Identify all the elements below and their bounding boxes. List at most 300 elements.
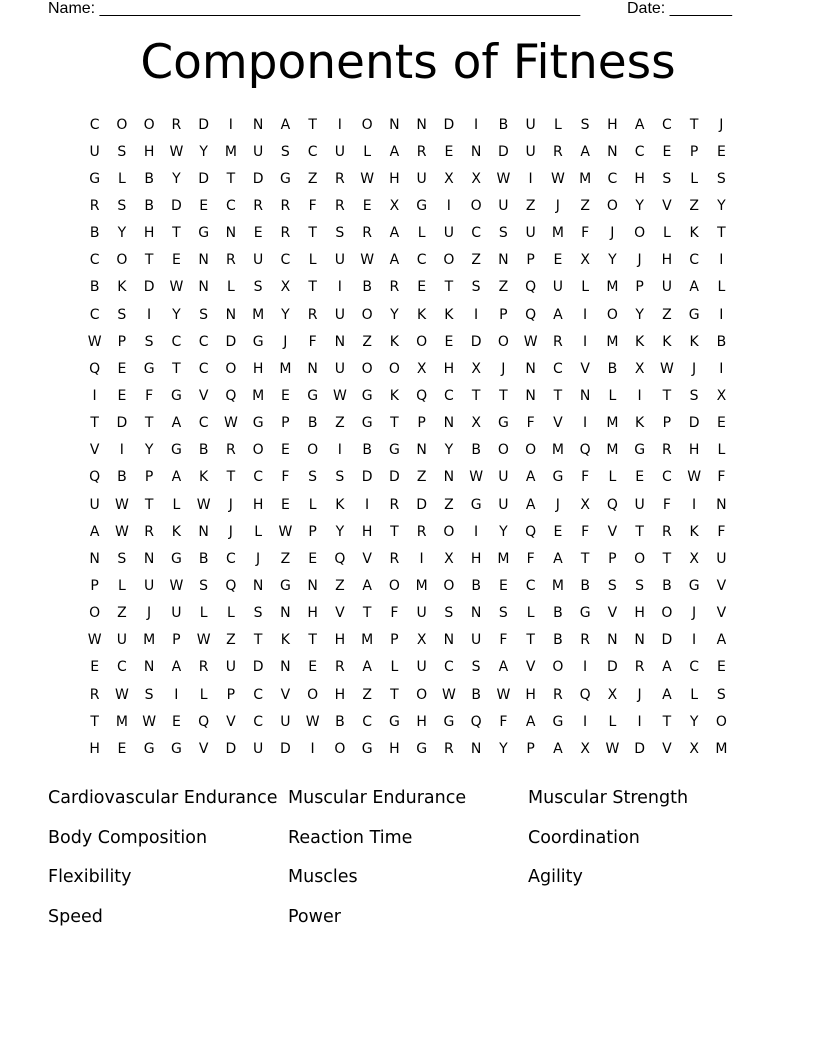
- grid-letter: R: [389, 279, 400, 296]
- grid-letter: U: [116, 632, 127, 649]
- grid-letter: T: [390, 686, 399, 703]
- grid-letter: U: [253, 143, 264, 160]
- grid-letter: E: [280, 496, 290, 513]
- grid-letter: Y: [281, 306, 290, 323]
- grid-letter: M: [551, 442, 564, 459]
- grid-letter: Z: [662, 306, 672, 323]
- grid-letter: H: [334, 632, 346, 649]
- grid-letter: W: [278, 523, 293, 540]
- grid-letter: D: [143, 279, 155, 296]
- grid-letter: N: [443, 415, 455, 432]
- grid-letter: U: [416, 170, 427, 187]
- grid-letter: K: [280, 632, 290, 649]
- grid-letter: U: [661, 279, 672, 296]
- grid-letter: R: [553, 143, 563, 160]
- grid-letter: C: [225, 197, 236, 214]
- grid-letter: Y: [608, 252, 617, 269]
- grid-letter: S: [144, 686, 154, 703]
- grid-letter: G: [279, 577, 291, 594]
- grid-letter: P: [144, 469, 154, 486]
- grid-letter: T: [308, 116, 317, 133]
- grid-letter: K: [199, 469, 209, 486]
- grid-letter: J: [610, 225, 615, 242]
- grid-letter: Q: [89, 469, 101, 486]
- grid-letter: N: [252, 577, 264, 594]
- grid-letter: B: [89, 279, 100, 296]
- grid-letter: L: [690, 686, 699, 703]
- grid-letter: R: [335, 659, 345, 676]
- grid-letter: R: [226, 442, 236, 459]
- grid-letter: G: [198, 225, 210, 242]
- grid-letter: O: [497, 333, 509, 350]
- grid-letter: K: [689, 225, 699, 242]
- grid-letter: H: [389, 740, 400, 757]
- grid-letter: F: [308, 197, 317, 214]
- grid-row: [81, 545, 735, 572]
- grid-letter: T: [144, 496, 154, 513]
- page-title: Components of Fitness: [140, 35, 676, 90]
- grid-letter: M: [551, 225, 564, 242]
- grid-letter: E: [308, 659, 318, 676]
- grid-row: [81, 111, 735, 138]
- grid-letter: C: [198, 415, 209, 432]
- grid-letter: W: [687, 469, 702, 486]
- grid-letter: D: [252, 659, 264, 676]
- grid-letter: C: [661, 116, 672, 133]
- grid-letter: U: [416, 659, 427, 676]
- grid-letter: K: [444, 306, 454, 323]
- grid-letter: W: [114, 686, 129, 703]
- grid-letter: N: [307, 577, 318, 594]
- grid-letter: M: [143, 632, 156, 649]
- grid-row: [81, 572, 735, 599]
- grid-letter: M: [361, 632, 374, 649]
- grid-letter: A: [389, 143, 400, 160]
- grid-letter: V: [198, 740, 209, 757]
- grid-letter: O: [606, 197, 618, 214]
- grid-letter: J: [256, 550, 261, 567]
- grid-letter: O: [634, 225, 646, 242]
- grid-letter: N: [525, 387, 536, 404]
- grid-letter: E: [308, 550, 318, 567]
- grid-letter: V: [716, 605, 727, 622]
- grid-letter: P: [499, 306, 508, 323]
- grid-letter: W: [496, 170, 511, 187]
- grid-letter: C: [116, 659, 127, 676]
- grid-letter: S: [716, 686, 726, 703]
- grid-letter: G: [170, 740, 182, 757]
- grid-letter: H: [470, 550, 482, 567]
- grid-letter: V: [716, 577, 727, 594]
- grid-letter: Z: [226, 632, 236, 649]
- grid-letter: H: [607, 116, 618, 133]
- grid-letter: C: [225, 550, 236, 567]
- grid-letter: A: [553, 306, 563, 323]
- grid-letter: C: [416, 252, 427, 269]
- grid-letter: T: [172, 225, 181, 242]
- grid-letter: R: [89, 686, 100, 703]
- grid-letter: Z: [335, 577, 345, 594]
- grid-letter: U: [334, 306, 345, 323]
- grid-row: [81, 220, 735, 247]
- grid-letter: I: [474, 306, 479, 323]
- grid-letter: S: [580, 116, 590, 133]
- grid-letter: Z: [307, 170, 318, 187]
- grid-letter: D: [497, 143, 509, 160]
- grid-letter: E: [199, 197, 209, 214]
- grid-letter: O: [525, 442, 537, 459]
- grid-letter: B: [580, 577, 590, 594]
- grid-letter: E: [662, 143, 672, 160]
- grid-letter: C: [471, 225, 482, 242]
- grid-letter: L: [526, 605, 535, 622]
- grid-letter: T: [253, 632, 263, 649]
- grid-letter: G: [579, 605, 591, 622]
- grid-letter: V: [607, 605, 618, 622]
- grid-letter: S: [199, 306, 209, 323]
- grid-letter: M: [606, 415, 619, 432]
- grid-letter: J: [637, 252, 642, 269]
- grid-letter: T: [308, 632, 317, 649]
- grid-letter: I: [310, 740, 315, 757]
- grid-letter: U: [253, 740, 264, 757]
- grid-letter: S: [308, 469, 318, 486]
- grid-letter: W: [169, 279, 184, 296]
- grid-letter: A: [171, 469, 182, 486]
- grid-letter: U: [171, 605, 182, 622]
- grid-letter: U: [416, 605, 427, 622]
- grid-letter: N: [389, 116, 400, 133]
- grid-letter: U: [253, 252, 264, 269]
- grid-letter: T: [444, 279, 454, 296]
- grid-letter: O: [252, 442, 264, 459]
- grid-letter: W: [469, 469, 484, 486]
- grid-letter: H: [89, 740, 100, 757]
- grid-letter: O: [361, 306, 373, 323]
- grid-letter: Z: [362, 686, 372, 703]
- grid-letter: T: [172, 360, 181, 377]
- grid-letter: I: [147, 306, 152, 323]
- grid-letter: K: [635, 333, 645, 350]
- grid-letter: F: [281, 469, 290, 486]
- grid-letter: G: [361, 740, 373, 757]
- grid-letter: U: [89, 496, 100, 513]
- grid-letter: R: [444, 740, 454, 757]
- grid-letter: X: [607, 686, 618, 703]
- grid-letter: T: [717, 225, 726, 242]
- grid-row: [81, 708, 735, 735]
- grid-letter: I: [337, 116, 342, 133]
- grid-letter: S: [689, 387, 699, 404]
- grid-letter: P: [608, 550, 617, 567]
- grid-row: [81, 491, 735, 518]
- grid-letter: L: [226, 605, 235, 622]
- grid-letter: G: [497, 415, 509, 432]
- word-list-row: [48, 897, 768, 937]
- grid-letter: B: [335, 713, 345, 730]
- grid-letter: R: [171, 116, 182, 133]
- grid-letter: H: [416, 713, 427, 730]
- grid-letter: T: [226, 469, 236, 486]
- grid-letter: N: [280, 605, 291, 622]
- grid-letter: E: [362, 197, 372, 214]
- grid-letter: R: [280, 197, 291, 214]
- word-list-item: Coordination: [528, 827, 640, 848]
- grid-letter: M: [279, 360, 292, 377]
- grid-letter: W: [169, 577, 184, 594]
- grid-row: [81, 301, 735, 328]
- grid-letter: C: [552, 360, 563, 377]
- grid-letter: C: [443, 387, 454, 404]
- grid-letter: C: [198, 360, 209, 377]
- grid-letter: Y: [717, 197, 726, 214]
- grid-letter: B: [716, 333, 727, 350]
- grid-letter: M: [224, 143, 237, 160]
- grid-letter: E: [635, 469, 645, 486]
- grid-letter: E: [171, 713, 181, 730]
- grid-letter: S: [117, 550, 127, 567]
- grid-letter: W: [87, 632, 102, 649]
- grid-letter: Y: [144, 442, 154, 459]
- grid-letter: C: [362, 713, 373, 730]
- grid-letter: G: [688, 577, 700, 594]
- grid-letter: I: [337, 279, 342, 296]
- grid-letter: O: [225, 360, 237, 377]
- grid-letter: H: [634, 170, 645, 187]
- grid-letter: D: [116, 415, 128, 432]
- grid-letter: G: [89, 170, 101, 187]
- grid-letter: W: [360, 252, 375, 269]
- grid-letter: Z: [525, 197, 536, 214]
- grid-letter: W: [332, 387, 347, 404]
- grid-letter: A: [389, 225, 400, 242]
- grid-letter: I: [365, 496, 370, 513]
- grid-letter: F: [526, 415, 535, 432]
- grid-letter: O: [443, 523, 455, 540]
- grid-letter: E: [117, 387, 127, 404]
- grid-row: [81, 328, 735, 355]
- grid-letter: A: [662, 686, 672, 703]
- grid-letter: D: [388, 469, 400, 486]
- grid-letter: Z: [335, 415, 345, 432]
- grid-letter: I: [528, 170, 533, 187]
- grid-letter: T: [390, 523, 399, 540]
- grid-letter: J: [283, 333, 288, 350]
- grid-letter: R: [416, 143, 427, 160]
- grid-letter: I: [637, 713, 642, 730]
- grid-letter: K: [689, 333, 699, 350]
- grid-letter: V: [662, 740, 672, 757]
- word-list-item: Reaction Time: [288, 827, 413, 848]
- grid-letter: T: [553, 387, 563, 404]
- grid-letter: W: [441, 686, 456, 703]
- grid-letter: J: [637, 686, 642, 703]
- grid-letter: Q: [525, 523, 537, 540]
- grid-letter: S: [117, 197, 127, 214]
- grid-row: [81, 464, 735, 491]
- grid-letter: I: [419, 550, 424, 567]
- grid-letter: K: [417, 306, 427, 323]
- grid-letter: C: [280, 252, 291, 269]
- grid-letter: R: [280, 225, 291, 242]
- grid-letter: W: [305, 713, 320, 730]
- grid-letter: M: [606, 442, 619, 459]
- grid-letter: A: [580, 143, 590, 160]
- grid-letter: N: [470, 605, 482, 622]
- grid-letter: C: [307, 143, 318, 160]
- grid-letter: F: [717, 523, 726, 540]
- grid-letter: I: [92, 387, 97, 404]
- grid-letter: A: [689, 279, 699, 296]
- grid-letter: I: [692, 496, 697, 513]
- word-search-grid: [81, 111, 735, 762]
- grid-letter: B: [553, 632, 563, 649]
- grid-letter: M: [497, 550, 510, 567]
- grid-letter: N: [579, 387, 591, 404]
- word-list-item: Body Composition: [48, 827, 208, 848]
- grid-letter: W: [114, 496, 129, 513]
- grid-row: [81, 247, 735, 274]
- grid-letter: I: [719, 252, 724, 269]
- grid-letter: B: [471, 686, 481, 703]
- name-field: Name: ______________________________________________________: [48, 0, 581, 17]
- grid-letter: Q: [579, 442, 591, 459]
- grid-letter: O: [143, 116, 155, 133]
- grid-letter: R: [553, 686, 563, 703]
- grid-letter: U: [552, 279, 563, 296]
- grid-letter: S: [662, 170, 672, 187]
- grid-letter: K: [635, 415, 645, 432]
- grid-letter: E: [716, 415, 726, 432]
- grid-letter: G: [252, 415, 264, 432]
- grid-letter: S: [471, 279, 481, 296]
- grid-letter: D: [634, 740, 646, 757]
- grid-letter: I: [583, 415, 588, 432]
- grid-letter: U: [716, 550, 727, 567]
- grid-letter: R: [553, 333, 563, 350]
- grid-letter: I: [583, 713, 588, 730]
- grid-letter: G: [170, 442, 182, 459]
- grid-letter: J: [692, 360, 697, 377]
- grid-letter: I: [337, 442, 342, 459]
- grid-letter: H: [634, 605, 645, 622]
- grid-letter: U: [525, 225, 536, 242]
- grid-letter: D: [198, 170, 210, 187]
- grid-letter: X: [416, 360, 427, 377]
- grid-letter: W: [523, 333, 538, 350]
- grid-letter: O: [661, 605, 673, 622]
- grid-row: [81, 735, 735, 762]
- grid-letter: B: [553, 605, 563, 622]
- grid-letter: Z: [416, 469, 427, 486]
- grid-letter: Z: [471, 252, 481, 269]
- grid-letter: B: [198, 550, 209, 567]
- grid-letter: S: [716, 170, 726, 187]
- grid-letter: N: [443, 632, 455, 649]
- grid-letter: I: [583, 333, 588, 350]
- grid-letter: I: [719, 360, 724, 377]
- grid-letter: O: [416, 686, 428, 703]
- grid-letter: W: [223, 415, 238, 432]
- grid-letter: T: [90, 415, 99, 432]
- grid-letter: L: [717, 279, 726, 296]
- grid-letter: U: [634, 496, 645, 513]
- grid-letter: U: [443, 225, 454, 242]
- grid-letter: V: [335, 605, 345, 622]
- grid-letter: B: [498, 116, 509, 133]
- word-list-item: Muscles: [288, 867, 358, 888]
- grid-letter: X: [471, 170, 481, 187]
- grid-letter: T: [662, 713, 672, 730]
- grid-letter: L: [390, 659, 399, 676]
- grid-letter: V: [226, 713, 236, 730]
- grid-letter: L: [608, 713, 617, 730]
- grid-letter: L: [581, 279, 590, 296]
- grid-letter: Q: [525, 279, 537, 296]
- grid-letter: X: [444, 550, 454, 567]
- grid-letter: F: [390, 605, 399, 622]
- grid-letter: L: [308, 252, 317, 269]
- grid-letter: D: [198, 116, 210, 133]
- word-list-item: Speed: [48, 906, 103, 927]
- grid-letter: N: [143, 659, 155, 676]
- grid-letter: I: [692, 632, 697, 649]
- grid-letter: Q: [470, 713, 482, 730]
- grid-letter: F: [145, 387, 154, 404]
- grid-letter: N: [143, 550, 155, 567]
- grid-letter: L: [172, 496, 181, 513]
- grid-letter: H: [252, 360, 264, 377]
- grid-letter: L: [117, 170, 126, 187]
- grid-letter: H: [143, 143, 155, 160]
- grid-letter: N: [525, 360, 536, 377]
- grid-letter: D: [170, 197, 182, 214]
- grid-letter: R: [226, 252, 236, 269]
- grid-letter: Y: [499, 740, 508, 757]
- grid-letter: C: [607, 170, 618, 187]
- grid-letter: C: [634, 143, 645, 160]
- grid-letter: Q: [579, 686, 591, 703]
- grid-letter: R: [362, 225, 372, 242]
- grid-letter: O: [361, 116, 373, 133]
- grid-letter: N: [334, 333, 346, 350]
- grid-letter: T: [499, 387, 508, 404]
- grid-letter: T: [662, 550, 672, 567]
- grid-letter: B: [362, 279, 372, 296]
- grid-letter: E: [90, 659, 100, 676]
- grid-letter: C: [689, 659, 700, 676]
- grid-letter: B: [307, 415, 318, 432]
- grid-letter: E: [253, 225, 263, 242]
- grid-letter: V: [525, 659, 536, 676]
- grid-letter: J: [555, 496, 560, 513]
- grid-letter: Z: [444, 496, 454, 513]
- grid-letter: F: [526, 550, 535, 567]
- grid-letter: R: [416, 523, 427, 540]
- grid-letter: G: [688, 306, 700, 323]
- grid-letter: O: [334, 740, 346, 757]
- grid-letter: D: [688, 415, 700, 432]
- grid-letter: E: [553, 252, 563, 269]
- grid-letter: T: [144, 252, 154, 269]
- grid-letter: H: [252, 496, 264, 513]
- grid-letter: I: [446, 197, 451, 214]
- grid-letter: D: [225, 740, 237, 757]
- grid-letter: Y: [499, 523, 508, 540]
- grid-letter: C: [525, 577, 536, 594]
- grid-letter: N: [416, 442, 427, 459]
- grid-letter: E: [280, 387, 290, 404]
